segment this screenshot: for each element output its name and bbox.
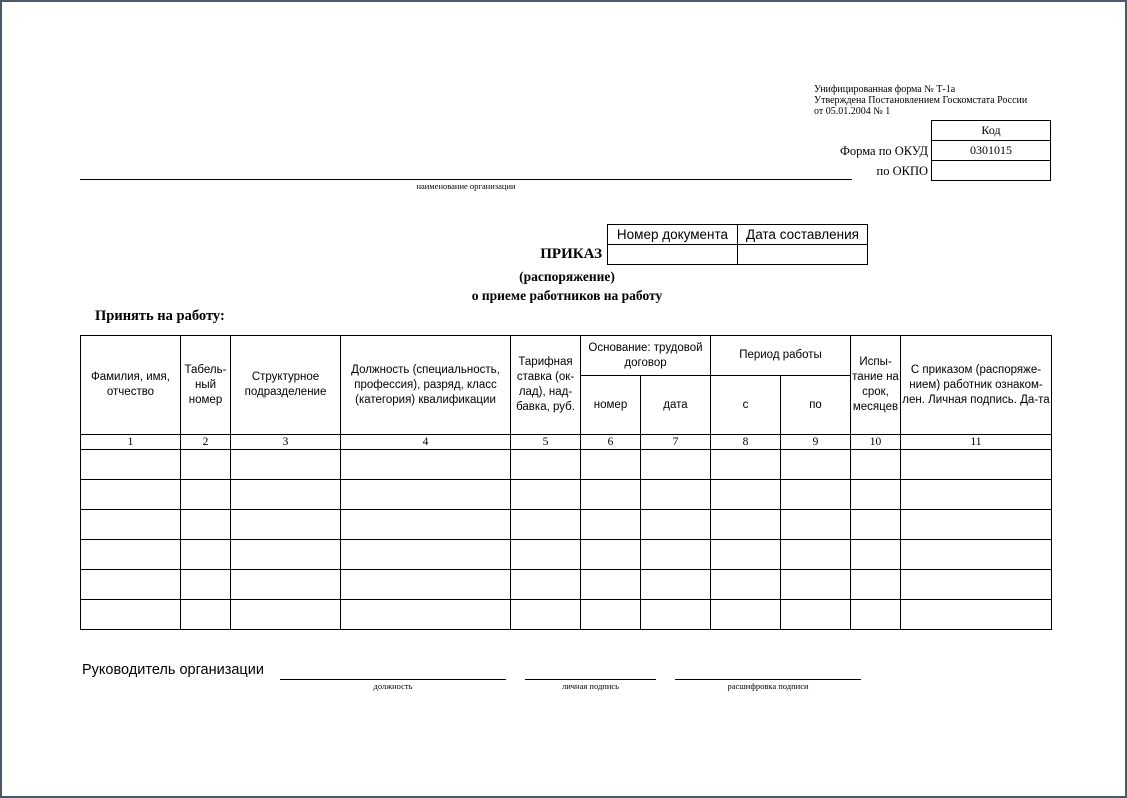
column-number: 4 bbox=[341, 435, 511, 450]
table-cell[interactable] bbox=[851, 600, 901, 630]
column-number: 1 bbox=[81, 435, 181, 450]
table-cell[interactable] bbox=[81, 600, 181, 630]
table-cell[interactable] bbox=[581, 540, 641, 570]
document-number-table bbox=[607, 224, 868, 265]
table-cell[interactable] bbox=[781, 510, 851, 540]
header-basis-number: номер bbox=[581, 376, 641, 435]
table-cell[interactable] bbox=[851, 540, 901, 570]
table-cell[interactable] bbox=[511, 480, 581, 510]
table-cell[interactable] bbox=[81, 510, 181, 540]
table-cell[interactable] bbox=[181, 600, 231, 630]
codes-table bbox=[931, 120, 1051, 181]
header-period-to: по bbox=[781, 376, 851, 435]
header-tab-number: Табель-ный номер bbox=[181, 336, 231, 435]
column-number: 6 bbox=[581, 435, 641, 450]
okpo-value[interactable] bbox=[932, 161, 1051, 181]
column-number: 2 bbox=[181, 435, 231, 450]
column-number: 5 bbox=[511, 435, 581, 450]
document-subject: о приеме работников на работу bbox=[471, 288, 663, 303]
document-title: ПРИКАЗ bbox=[540, 246, 602, 262]
table-cell[interactable] bbox=[511, 600, 581, 630]
table-cell[interactable] bbox=[341, 450, 511, 480]
table-cell[interactable] bbox=[231, 540, 341, 570]
form-info-line-1: Унифицированная форма № Т-1а bbox=[814, 84, 956, 95]
table-cell[interactable] bbox=[711, 450, 781, 480]
table-row bbox=[81, 450, 1052, 480]
header-rate: Тарифная ставка (ок-лад), над-бавка, руб. bbox=[511, 336, 581, 435]
header-period: Период работы bbox=[711, 336, 851, 376]
header-basis: Основание: трудовой договор bbox=[581, 336, 711, 376]
okud-value[interactable]: 0301015 bbox=[932, 141, 1051, 161]
table-cell[interactable] bbox=[851, 510, 901, 540]
table-cell[interactable] bbox=[511, 510, 581, 540]
table-row bbox=[81, 570, 1052, 600]
table-cell[interactable] bbox=[181, 510, 231, 540]
table-cell[interactable] bbox=[81, 450, 181, 480]
table-cell[interactable] bbox=[901, 450, 1052, 480]
table-cell[interactable] bbox=[341, 600, 511, 630]
table-cell[interactable] bbox=[511, 450, 581, 480]
column-number: 3 bbox=[231, 435, 341, 450]
position-caption: должность bbox=[373, 681, 413, 691]
column-number: 9 bbox=[781, 435, 851, 450]
table-cell[interactable] bbox=[711, 540, 781, 570]
table-cell[interactable] bbox=[641, 450, 711, 480]
organization-line[interactable] bbox=[80, 179, 852, 180]
column-number: 10 bbox=[851, 435, 901, 450]
table-cell[interactable] bbox=[901, 600, 1052, 630]
table-row bbox=[81, 480, 1052, 510]
header-position: Должность (специальность, профессия), разряд, класс (категория) квалификации bbox=[341, 336, 511, 435]
position-line[interactable] bbox=[280, 679, 506, 680]
table-cell[interactable] bbox=[781, 540, 851, 570]
section-label: Принять на работу: bbox=[95, 308, 225, 324]
employees-table bbox=[80, 335, 1052, 630]
document-subtitle: (распоряжение) bbox=[519, 269, 615, 284]
table-cell[interactable] bbox=[851, 570, 901, 600]
table-cell[interactable] bbox=[581, 600, 641, 630]
table-cell[interactable] bbox=[901, 510, 1052, 540]
organization-caption: наименование организации bbox=[416, 181, 516, 191]
codes-header: Код bbox=[932, 121, 1051, 141]
signature-line[interactable] bbox=[525, 679, 656, 680]
table-cell[interactable] bbox=[901, 570, 1052, 600]
header-name: Фамилия, имя, отчество bbox=[81, 336, 181, 435]
form-info bbox=[814, 84, 1027, 117]
table-cell[interactable] bbox=[341, 570, 511, 600]
table-cell[interactable] bbox=[711, 480, 781, 510]
okpo-label: по ОКПО bbox=[876, 164, 928, 178]
table-cell[interactable] bbox=[81, 540, 181, 570]
table-cell[interactable] bbox=[641, 600, 711, 630]
table-cell[interactable] bbox=[231, 600, 341, 630]
table-row bbox=[81, 600, 1052, 630]
decoding-caption: расшифровка подписи bbox=[727, 681, 809, 691]
table-cell[interactable] bbox=[711, 570, 781, 600]
table-cell[interactable] bbox=[341, 540, 511, 570]
table-cell[interactable] bbox=[181, 570, 231, 600]
signature-label: Руководитель организации bbox=[82, 662, 264, 678]
column-number: 8 bbox=[711, 435, 781, 450]
table-cell[interactable] bbox=[641, 480, 711, 510]
table-cell[interactable] bbox=[581, 570, 641, 600]
table-cell[interactable] bbox=[181, 450, 231, 480]
column-number: 11 bbox=[901, 435, 1052, 450]
column-numbers-row bbox=[81, 435, 1052, 450]
table-cell[interactable] bbox=[181, 480, 231, 510]
signature-caption: личная подпись bbox=[561, 681, 620, 691]
table-cell[interactable] bbox=[81, 570, 181, 600]
table-cell[interactable] bbox=[341, 510, 511, 540]
table-cell[interactable] bbox=[511, 540, 581, 570]
table-cell[interactable] bbox=[901, 480, 1052, 510]
table-cell[interactable] bbox=[851, 450, 901, 480]
decoding-line[interactable] bbox=[675, 679, 861, 680]
header-acknowledged: С приказом (распоряже-нием) работник ознаком-лен. Личная подпись. Да-та bbox=[901, 336, 1052, 435]
document-date-value[interactable] bbox=[738, 245, 868, 265]
document-date-header: Дата составления bbox=[738, 225, 868, 245]
table-cell[interactable] bbox=[641, 570, 711, 600]
table-cell[interactable] bbox=[781, 600, 851, 630]
table-cell[interactable] bbox=[581, 510, 641, 540]
table-cell[interactable] bbox=[641, 510, 711, 540]
table-cell[interactable] bbox=[511, 570, 581, 600]
document-number-value[interactable] bbox=[608, 245, 738, 265]
table-cell[interactable] bbox=[781, 480, 851, 510]
table-cell[interactable] bbox=[231, 510, 341, 540]
form-info-line-2: Утверждена Постановлением Госкомстата России bbox=[814, 95, 1028, 106]
table-cell[interactable] bbox=[581, 480, 641, 510]
table-row bbox=[81, 510, 1052, 540]
header-basis-date: дата bbox=[641, 376, 711, 435]
table-cell[interactable] bbox=[181, 540, 231, 570]
table-cell[interactable] bbox=[781, 450, 851, 480]
header-trial: Испы-тание на срок, месяцев bbox=[851, 336, 901, 435]
table-cell[interactable] bbox=[581, 450, 641, 480]
table-cell[interactable] bbox=[901, 540, 1052, 570]
table-cell[interactable] bbox=[781, 570, 851, 600]
table-cell[interactable] bbox=[231, 480, 341, 510]
table-cell[interactable] bbox=[341, 480, 511, 510]
table-row bbox=[81, 540, 1052, 570]
table-cell[interactable] bbox=[711, 510, 781, 540]
form-info-line-3: от 05.01.2004 № 1 bbox=[814, 106, 891, 117]
table-cell[interactable] bbox=[711, 600, 781, 630]
table-cell[interactable] bbox=[851, 480, 901, 510]
column-number: 7 bbox=[641, 435, 711, 450]
table-cell[interactable] bbox=[231, 450, 341, 480]
table-cell[interactable] bbox=[81, 480, 181, 510]
table-cell[interactable] bbox=[231, 570, 341, 600]
document-number-header: Номер документа bbox=[608, 225, 738, 245]
okud-label: Форма по ОКУД bbox=[840, 144, 928, 158]
header-period-from: с bbox=[711, 376, 781, 435]
header-department: Структурное подразделение bbox=[231, 336, 341, 435]
table-cell[interactable] bbox=[641, 540, 711, 570]
